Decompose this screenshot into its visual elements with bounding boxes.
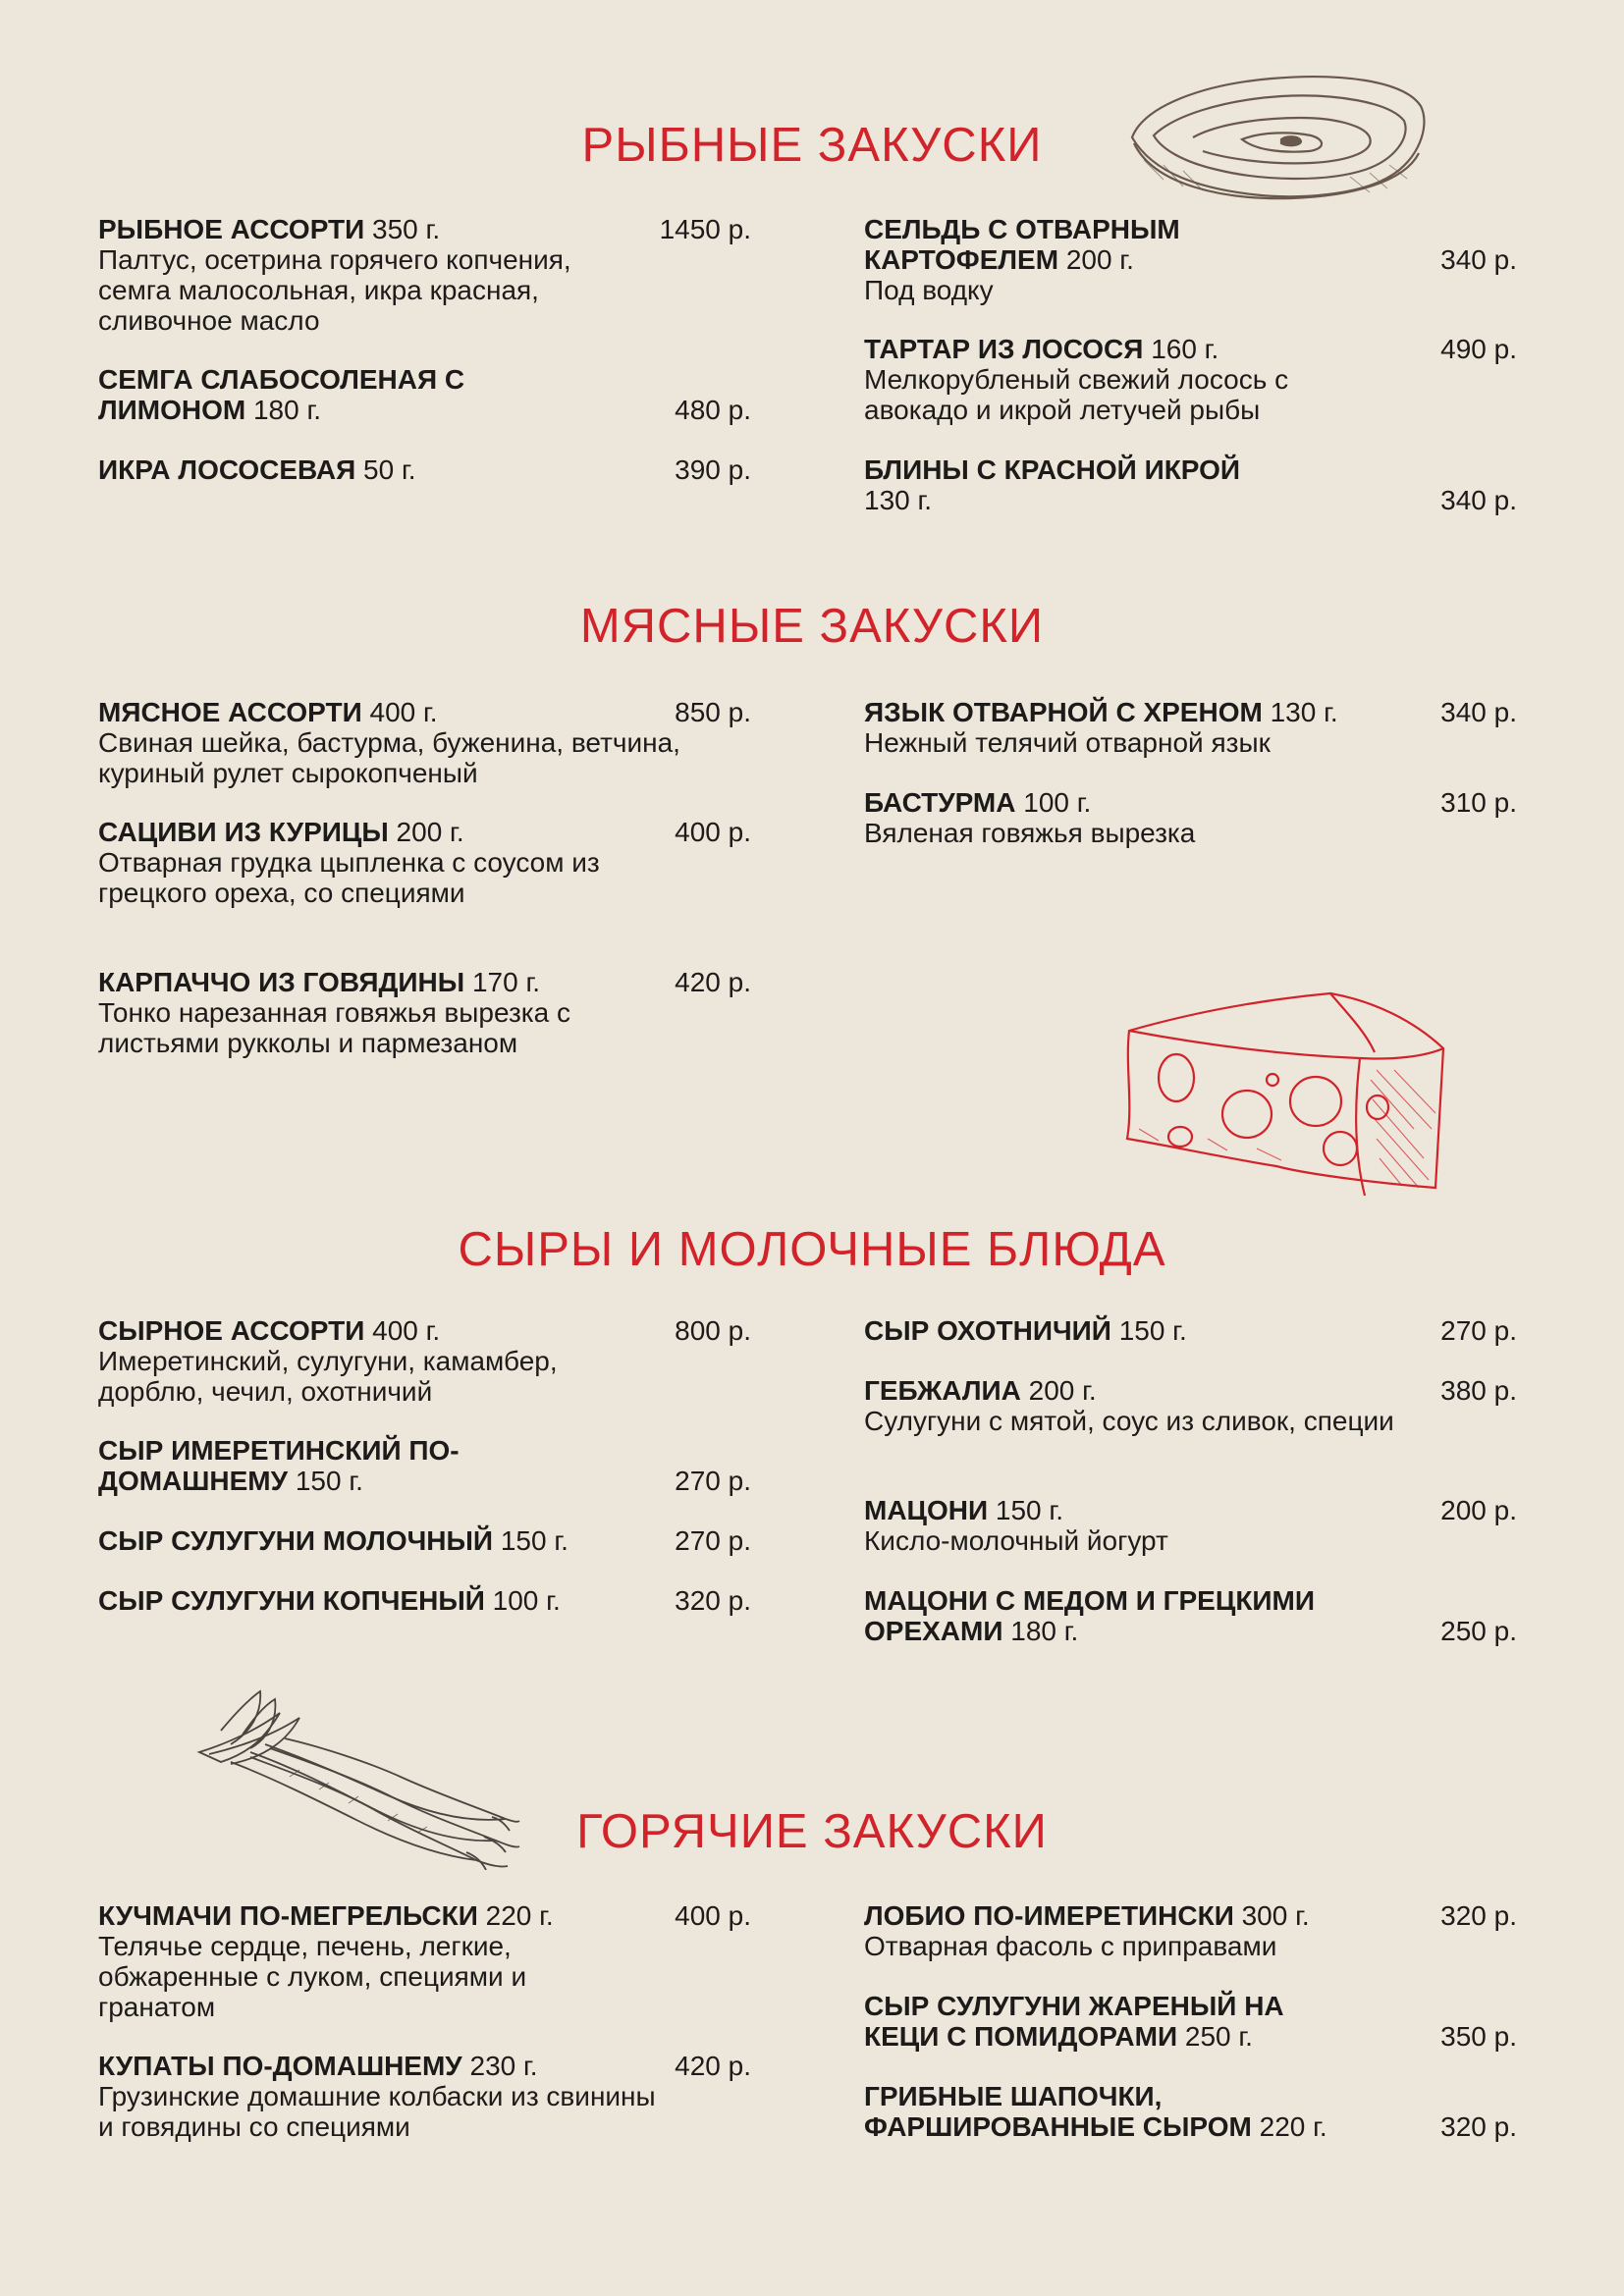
- item-price: 800 р.: [675, 1315, 751, 1346]
- item-name: САЦИВИ ИЗ КУРИЦЫ: [98, 817, 389, 847]
- item-price: 310 р.: [1440, 787, 1517, 818]
- item-name: ГЕБЖАЛИА: [864, 1375, 1021, 1406]
- item-description: Тонко нарезанная говяжья вырезка с листьями рукколы и пармезаном: [98, 997, 571, 1058]
- fish-steak-icon: [1124, 67, 1434, 204]
- menu-item: [864, 1900, 1517, 1961]
- item-weight: 170 г.: [471, 967, 541, 997]
- item-price: 490 р.: [1440, 334, 1517, 364]
- item-price: 480 р.: [675, 395, 751, 425]
- item-weight: 150 г.: [500, 1525, 568, 1556]
- item-description: Телячье сердце, печень, легкие, обжаренные с луком, специями и гранатом: [98, 1931, 527, 2022]
- item-name: КУПАТЫ ПО-ДОМАШНЕМУ: [98, 2051, 462, 2081]
- item-weight: 130 г.: [1270, 697, 1338, 727]
- menu-item: [98, 1585, 751, 1616]
- item-weight: 200 г.: [1065, 244, 1134, 275]
- item-description: Палтус, осетрина горячего копчения, семга малосольная, икра красная, сливочное масло: [98, 244, 571, 336]
- item-weight: 130 г.: [864, 485, 933, 515]
- item-price: 340 р.: [1440, 244, 1517, 275]
- menu-item: [864, 454, 1517, 515]
- item-weight: 180 г.: [252, 395, 322, 425]
- item-name: БЛИНЫ С КРАСНОЙ ИКРОЙ: [864, 454, 1240, 485]
- item-name: СЕЛЬДЬ С ОТВАРНЫМ КАРТОФЕЛЕМ: [864, 214, 1180, 275]
- item-description: Нежный телячий отварной язык: [864, 727, 1271, 758]
- item-price: 400 р.: [675, 1900, 751, 1931]
- section-title-cheese: СЫРЫ И МОЛОЧНЫЕ БЛЮДА: [458, 1223, 1166, 1276]
- item-name: РЫБНОЕ АССОРТИ: [98, 214, 365, 244]
- item-name: МЯСНОЕ АССОРТИ: [98, 697, 362, 727]
- menu-item: [98, 1900, 751, 2022]
- cheese-icon: [1119, 991, 1448, 1207]
- item-price: 340 р.: [1440, 697, 1517, 727]
- item-price: 250 р.: [1440, 1616, 1517, 1646]
- item-price: 380 р.: [1440, 1375, 1517, 1406]
- menu-item: [98, 817, 751, 908]
- item-description: Кисло-молочный йогурт: [864, 1525, 1168, 1556]
- menu-item: [864, 1315, 1517, 1346]
- item-price: 270 р.: [1440, 1315, 1517, 1346]
- section-title-hot: ГОРЯЧИЕ ЗАКУСКИ: [576, 1805, 1048, 1858]
- menu-item: [864, 1585, 1517, 1646]
- item-name: СЕМГА СЛАБОСОЛЕНАЯ С ЛИМОНОМ: [98, 364, 465, 425]
- menu-item: [98, 967, 751, 1058]
- item-weight: 220 г.: [1259, 2111, 1327, 2142]
- item-price: 320 р.: [675, 1585, 751, 1616]
- item-price: 270 р.: [675, 1525, 751, 1556]
- item-price: 850 р.: [675, 697, 751, 727]
- item-name: МАЦОНИ С МЕДОМ И ГРЕЦКИМИ ОРЕХАМИ: [864, 1585, 1315, 1646]
- item-description: Отварная фасоль с приправами: [864, 1931, 1277, 1961]
- item-weight: 150 г.: [1118, 1315, 1187, 1346]
- menu-item: [98, 2051, 751, 2142]
- item-price: 270 р.: [675, 1466, 751, 1496]
- menu-item: [864, 787, 1517, 848]
- menu-item: [864, 214, 1517, 305]
- menu-item: [98, 1525, 751, 1556]
- item-name: МАЦОНИ: [864, 1495, 989, 1525]
- item-weight: 100 г.: [492, 1585, 561, 1616]
- item-price: 420 р.: [675, 967, 751, 997]
- item-weight: 230 г.: [469, 2051, 538, 2081]
- item-name: БАСТУРМА: [864, 787, 1016, 818]
- item-price: 1450 р.: [659, 214, 751, 244]
- item-weight: 100 г.: [1023, 787, 1092, 818]
- item-weight: 200 г.: [1028, 1375, 1097, 1406]
- item-price: 320 р.: [1440, 2111, 1517, 2142]
- item-description: Грузинские домашние колбаски из свинины и говядины со специями: [98, 2081, 656, 2142]
- item-price: 340 р.: [1440, 485, 1517, 515]
- item-name: СЫР СУЛУГУНИ ЖАРЕНЫЙ НА КЕЦИ С ПОМИДОРАМИ: [864, 1991, 1284, 2052]
- item-weight: 150 г.: [295, 1466, 363, 1496]
- item-weight: 300 г.: [1241, 1900, 1310, 1931]
- item-description: Сулугуни с мятой, соус из сливок, специи: [864, 1406, 1394, 1436]
- item-name: КАРПАЧЧО ИЗ ГОВЯДИНЫ: [98, 967, 465, 997]
- section-title-meat: МЯСНЫЕ ЗАКУСКИ: [579, 600, 1045, 653]
- item-price: 390 р.: [675, 454, 751, 485]
- item-price: 400 р.: [675, 817, 751, 847]
- item-weight: 160 г.: [1151, 334, 1219, 364]
- item-weight: 250 г.: [1184, 2021, 1253, 2052]
- item-name: СЫРНОЕ АССОРТИ: [98, 1315, 365, 1346]
- item-description: Отварная грудка цыпленка с соусом из грецкого ореха, со специями: [98, 847, 600, 908]
- item-weight: 150 г.: [995, 1495, 1063, 1525]
- item-description: Мелкорубленый свежий лосось с авокадо и икрой летучей рыбы: [864, 364, 1289, 425]
- item-name: ТАРТАР ИЗ ЛОСОСЯ: [864, 334, 1144, 364]
- item-price: 200 р.: [1440, 1495, 1517, 1525]
- item-weight: 350 г.: [372, 214, 441, 244]
- menu-item: [864, 1375, 1517, 1436]
- item-weight: 180 г.: [1010, 1616, 1079, 1646]
- menu-item: [864, 334, 1517, 425]
- menu-item: [864, 1495, 1517, 1556]
- item-weight: 200 г.: [396, 817, 464, 847]
- menu-item: [864, 2081, 1517, 2142]
- menu-item: [98, 1315, 751, 1407]
- menu-item: [98, 364, 751, 425]
- item-description: Под водку: [864, 275, 994, 305]
- item-weight: 400 г.: [372, 1315, 441, 1346]
- menu-item: [98, 214, 751, 336]
- item-description: Свиная шейка, бастурма, буженина, ветчина, куриный рулет сырокопченый: [98, 727, 680, 788]
- item-name: КУЧМАЧИ ПО-МЕГРЕЛЬСКИ: [98, 1900, 478, 1931]
- item-weight: 220 г.: [485, 1900, 554, 1931]
- item-description: Имеретинский, сулугуни, камамбер, дорблю, чечил, охотничий: [98, 1346, 558, 1407]
- item-description: Вяленая говяжья вырезка: [864, 818, 1196, 848]
- item-name: СЫР ОХОТНИЧИЙ: [864, 1315, 1111, 1346]
- item-name: ИКРА ЛОСОСЕВАЯ: [98, 454, 356, 485]
- item-weight: 50 г.: [363, 454, 416, 485]
- item-price: 320 р.: [1440, 1900, 1517, 1931]
- menu-item: [98, 1435, 751, 1496]
- menu-item: [864, 1991, 1517, 2052]
- item-price: 350 р.: [1440, 2021, 1517, 2052]
- item-weight: 400 г.: [369, 697, 438, 727]
- item-name: СЫР СУЛУГУНИ МОЛОЧНЫЙ: [98, 1525, 494, 1556]
- item-name: СЫР ИМЕРЕТИНСКИЙ ПО-ДОМАШНЕМУ: [98, 1435, 460, 1496]
- section-title-fish: РЫБНЫЕ ЗАКУСКИ: [581, 119, 1043, 172]
- menu-item: [98, 697, 751, 788]
- item-name: ГРИБНЫЕ ШАПОЧКИ, ФАРШИРОВАННЫЕ СЫРОМ: [864, 2081, 1252, 2142]
- menu-item: [864, 697, 1517, 758]
- item-price: 420 р.: [675, 2051, 751, 2081]
- item-name: ЛОБИО ПО-ИМЕРЕТИНСКИ: [864, 1900, 1234, 1931]
- menu-item: [98, 454, 751, 485]
- item-name: СЫР СУЛУГУНИ КОПЧЕНЫЙ: [98, 1585, 485, 1616]
- item-name: ЯЗЫК ОТВАРНОЙ С ХРЕНОМ: [864, 697, 1263, 727]
